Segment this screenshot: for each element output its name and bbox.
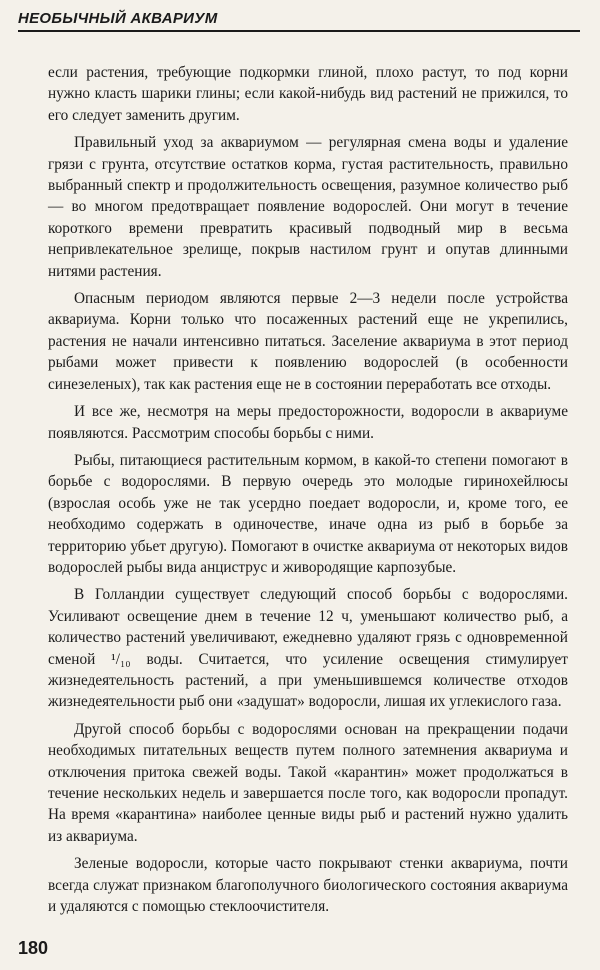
running-header <box>18 10 580 32</box>
paragraph-algae-appear: И все же, несмотря на меры предосторожности, водоросли в аквариуме появляются. Рассмотрим способы борьбы с ними. <box>48 403 568 442</box>
paragraph-quarantine-method: Другой способ борьбы с водорослями основан на прекращении подачи необходимых питательных веществ путем полного затемнения аквариума и отключения притока свежей воды. Такой «карантин» может продолжаться в течение нескольких недель и завершается после того, как водоросли пропадут. На время «карантина» наиболее ценные виды рыб и растений нужно удалить из аквариума. <box>48 720 568 845</box>
body-text <box>48 62 568 923</box>
paragraph-care: Правильный уход за аквариумом — регулярная смена воды и удаление грязи с грунта, отсутствие остатков корма, густая растительность, правильно выбранный спектр и продолжительность освещения, разумное количество рыб — во многом предотвращает появление водорослей. Они могут в течение короткого времени превратить красивый подводный мир в весьма непривлекательное зрелище, покрыв настилом грунт и опутав длинными нитями растения. <box>48 134 568 280</box>
paragraph-holland-method: В Голландии существует следующий способ борьбы с водорослями. Усиливают освещение днем в течение 12 ч, уменьшают количество рыб, а количество растений увеличивают, ежедневно удаляют грязь с одновременной сменой ¹/₁₀ воды. Считается, что усиление освещения стимулирует жизнедеятельность растений, а при уменьшившемся количестве отходов жизнедеятельности рыб они «задушат» водоросли, лишая их углекислого газа. <box>48 586 568 711</box>
paragraph-continuation: если растения, требующие подкормки глиной, плохо растут, то под корни нужно класть шарики глины; если какой-нибудь вид растений не прижился, то его следует заменить другим. <box>48 64 568 124</box>
paragraph-fish: Рыбы, питающиеся растительным кормом, в какой-то степени помогают в борьбе с водорослями. В первую очередь это молодые гиринохейлюсы (взрослая особь уже не так усердно поедает водоросли, и, кроме того, ее необходимо содержать в одиночестве, иначе одна из рыб в борьбе за территорию убьет другую). Помогают в очистке аквариума от некоторых видов водорослей рыбы вида анциструс и живородящие карпозубые. <box>48 451 568 576</box>
paragraph-danger-period: Опасным периодом являются первые 2—3 недели после устройства аквариума. Корни только что посаженных растений еще не укрепились, растения не начали интенсивно питаться. Заселение аквариума в этот период рыбами может привести к появлению водорослей (в особенности синезеленых), так как растения еще не в состоянии переработать все отходы. <box>48 290 568 393</box>
running-head-title: НЕОБЫЧНЫЙ АКВАРИУМ <box>18 10 218 27</box>
paragraph-green-algae: Зеленые водоросли, которые часто покрывают стенки аквариума, почти всегда служат признаком благополучного биологического состояния аквариума и удаляются с помощью стеклоочистителя. <box>48 855 568 916</box>
page-number: 180 <box>18 938 49 958</box>
